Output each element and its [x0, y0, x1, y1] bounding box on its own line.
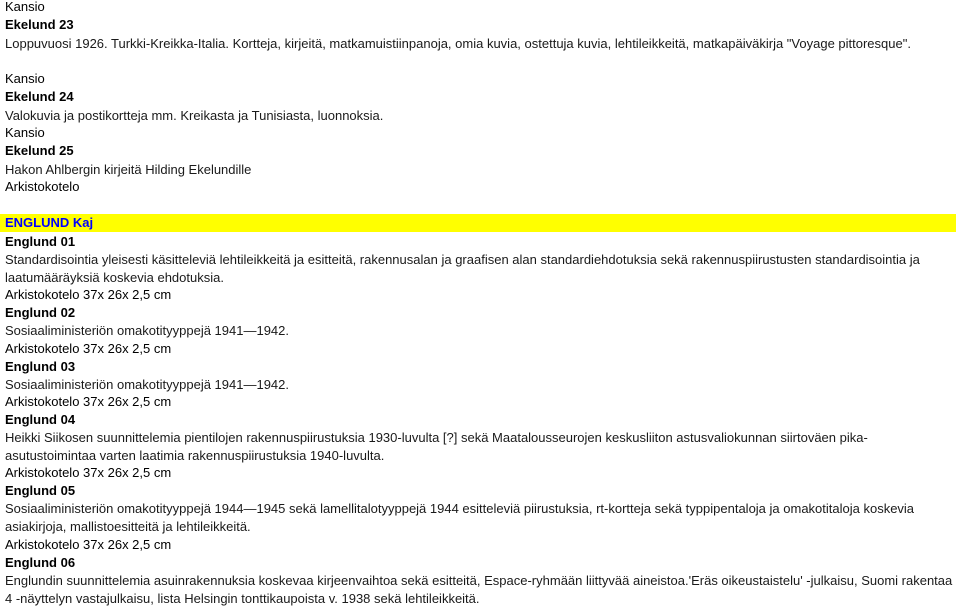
item-description: Englundin suunnittelemia asuinrakennuksia koskevaa kirjeenvaihtoa sekä esitteitä, Espace-ryhmään liittyvää aineistoa.'Eräs oikeustaistelu' -julkaisu, Suomi rakentaa 4 -näyttelyn vastajulkaisu, lista Helsingin tonttikaupoista v. 1938 sekä lehtileikkeitä. [5, 573, 953, 606]
item-description: Sosiaaliministeriön omakotityyppejä 1941—1942. [5, 377, 289, 392]
entry-description: Hakon Ahlbergin kirjeitä Hilding Ekelundille [5, 162, 252, 177]
item-box: Arkistokotelo 37x 26x 2,5 cm [5, 537, 172, 552]
label-arkistokotelo: Arkistokotelo [5, 179, 80, 194]
entry-title: Ekelund 25 [5, 143, 74, 158]
item-title: Englund 03 [5, 359, 76, 374]
label-kansio: Kansio [5, 0, 45, 14]
entry-title: Ekelund 23 [5, 17, 74, 32]
item-description: Heikki Siikosen suunnittelemia pientilojen rakennuspiirustuksia 1930-luvulta [?] sekä Maatalousseurojen keskusliiton astusvaliokunnan siirtoväen pika-asutustoimintaa varten laatimia rakennuspiirustuksia 1940-luvulta. [5, 430, 868, 463]
item-description: Sosiaaliministeriön omakotityyppejä 1941—1942. [5, 323, 289, 338]
label-kansio: Kansio [5, 71, 45, 86]
item-box: Arkistokotelo 37x 26x 2,5 cm [5, 465, 172, 480]
entry-title: Ekelund 24 [5, 89, 74, 104]
entry-description: Valokuvia ja postikortteja mm. Kreikasta ja Tunisiasta, luonnoksia. [5, 108, 384, 123]
item-box: Arkistokotelo 37x 26x 2,5 cm [5, 394, 172, 409]
item-title: Englund 04 [5, 412, 76, 427]
label-kansio: Kansio [5, 125, 45, 140]
item-title: Englund 06 [5, 555, 76, 570]
item-description: Standardisointia yleisesti käsitteleviä lehtileikkeitä ja esitteitä, rakennusalan ja graafisen alan standardiehdotuksia sekä rakennuspiirustusten standardisointia ja laatumääräyksiä koskevia ehdotuksia. [5, 252, 920, 285]
item-title: Englund 01 [5, 234, 76, 249]
section-heading: ENGLUND Kaj [5, 215, 94, 230]
item-box: Arkistokotelo 37x 26x 2,5 cm [5, 287, 172, 302]
item-box: Arkistokotelo 37x 26x 2,5 cm [5, 341, 172, 356]
item-title: Englund 05 [5, 483, 76, 498]
item-title: Englund 02 [5, 305, 76, 320]
entry-description: Loppuvuosi 1926. Turkki-Kreikka-Italia. Kortteja, kirjeitä, matkamuistiinpanoja, omia kuvia, ostettuja kuvia, lehtileikkeitä, matkapäiväkirja "Voyage pittoresque". [5, 36, 911, 51]
item-description: Sosiaaliministeriön omakotityyppejä 1944—1945 sekä lamellitalotyyppejä 1944 esitteleviä piirustuksia, rt-kortteja sekä typpipentaloja ja omakotitaloja koskevia asiakirjoja, mallistoesitteitä ja lehtileikkeitä. [5, 501, 915, 534]
